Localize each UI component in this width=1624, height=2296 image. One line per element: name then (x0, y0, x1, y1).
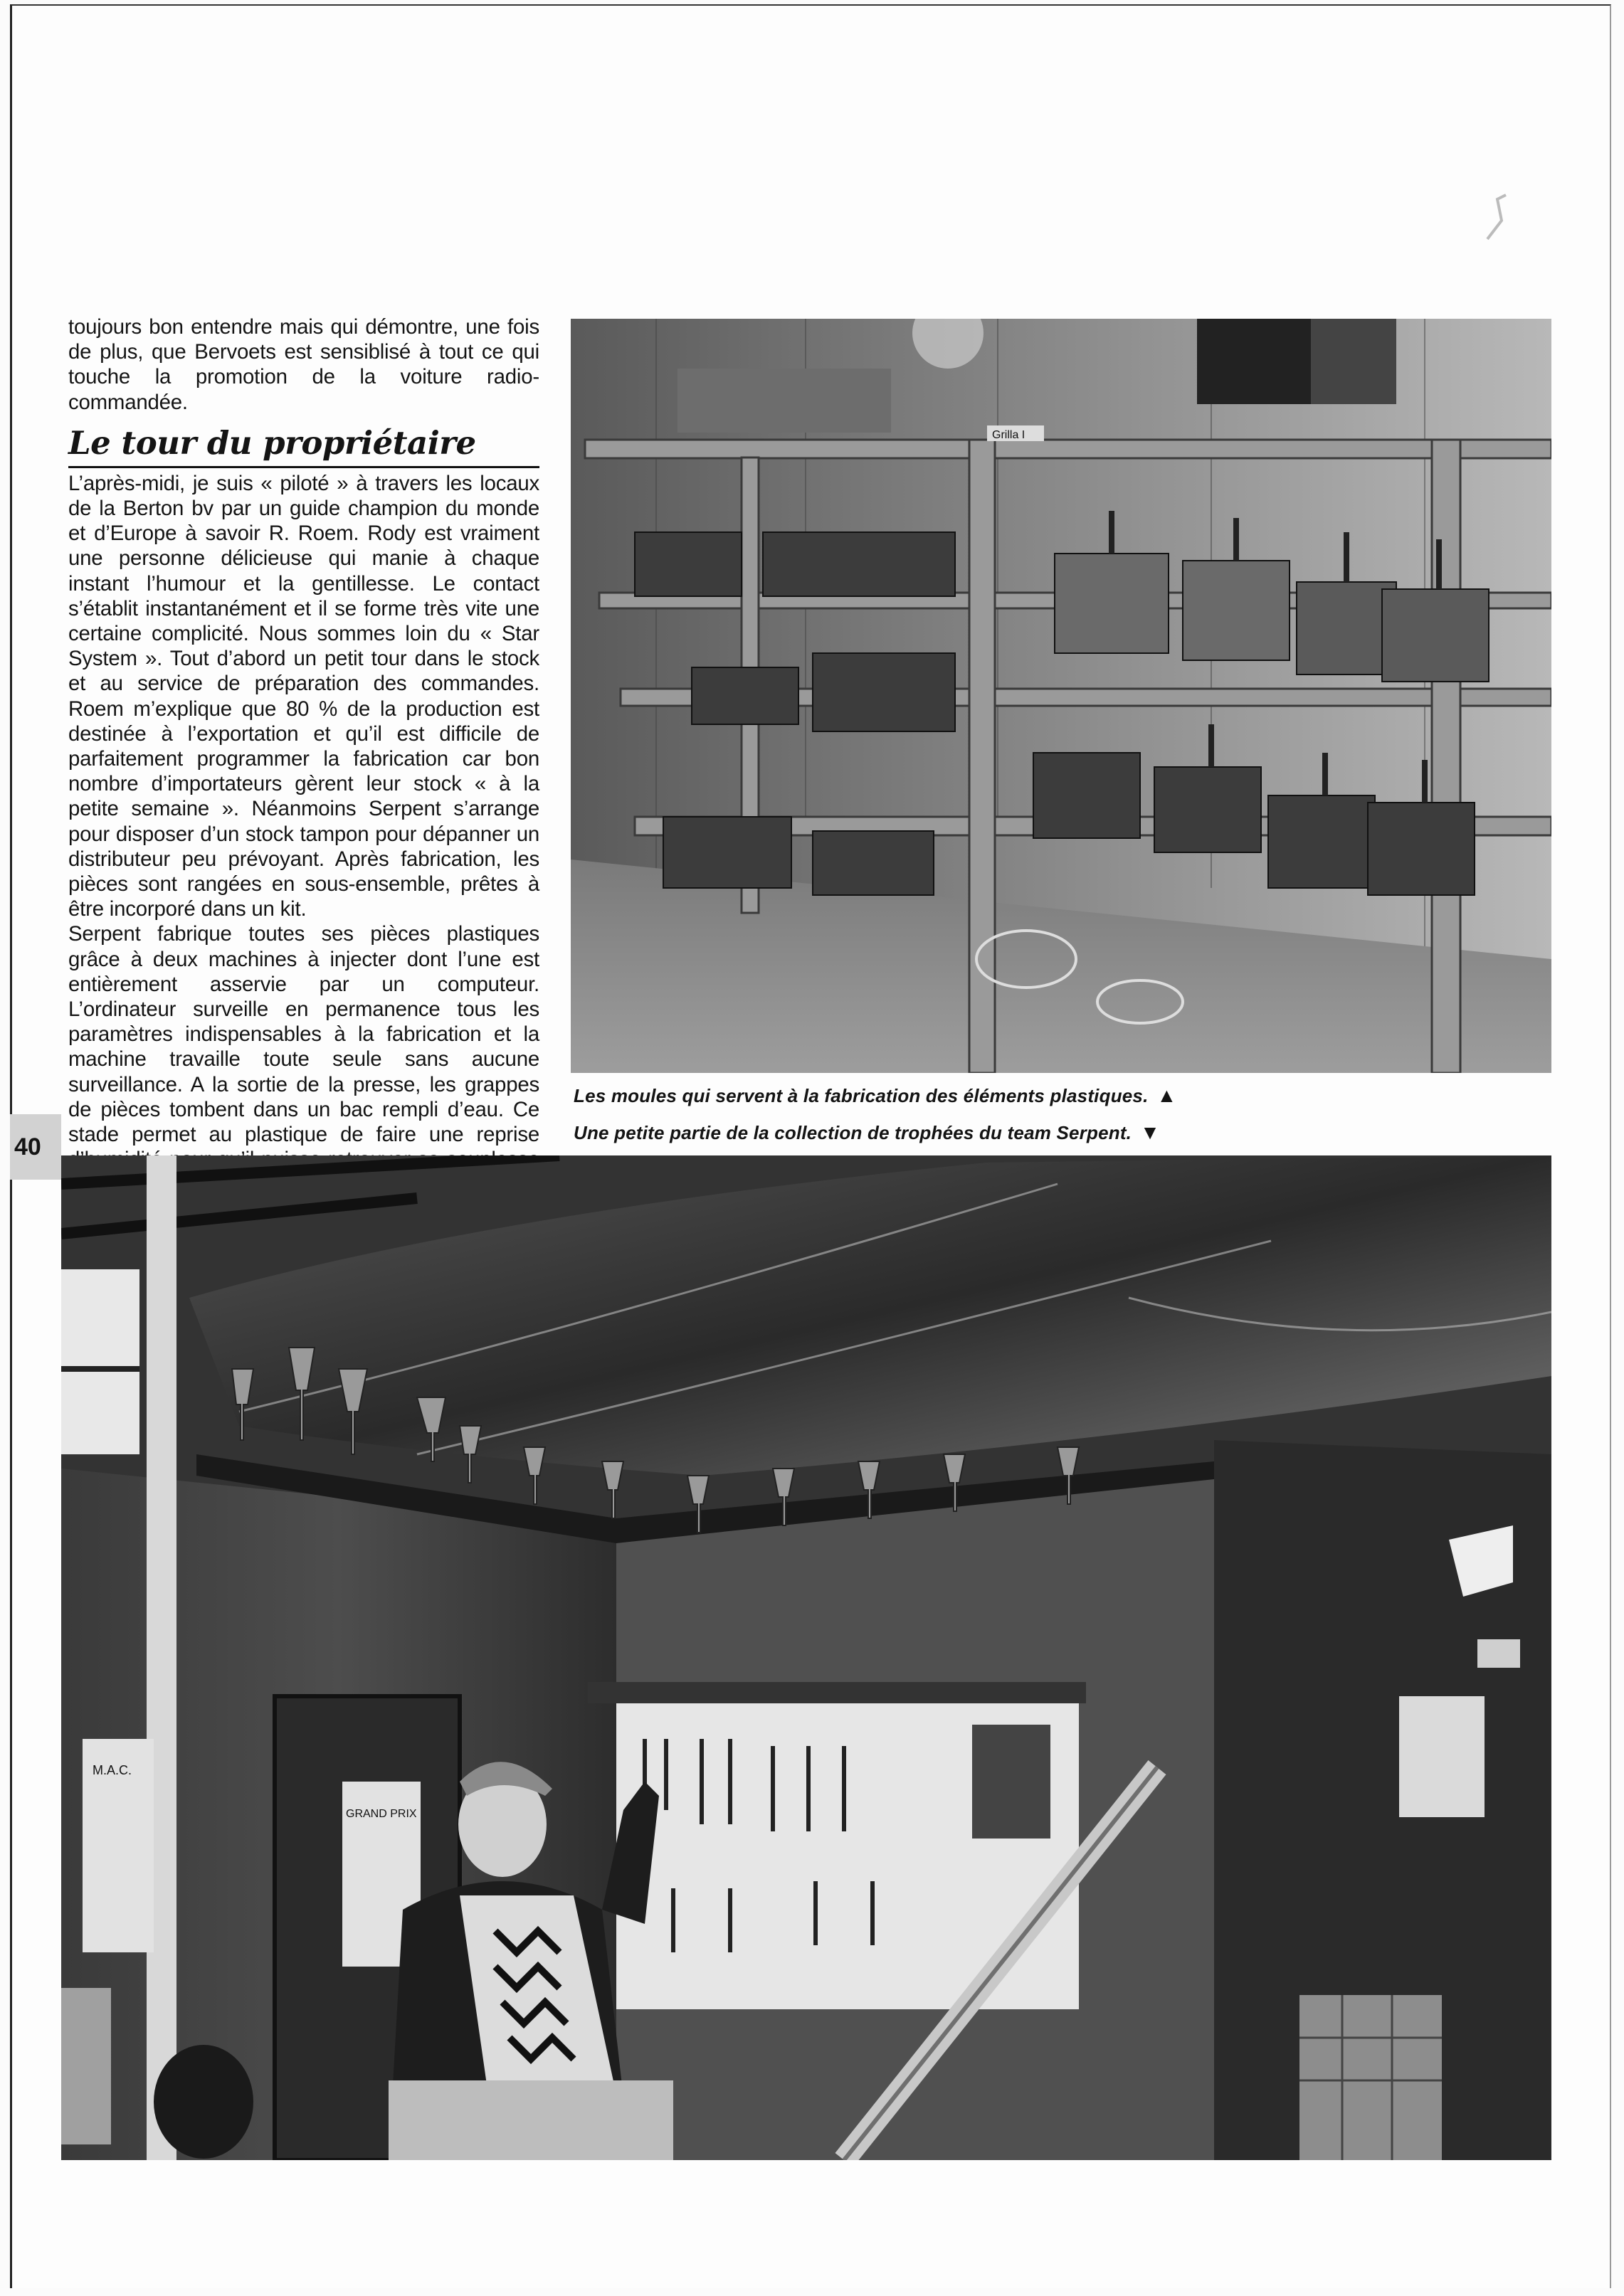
page-number-tab (10, 1114, 61, 1180)
article-column (68, 314, 539, 1222)
intro-paragraph: toujours bon entendre mais qui démontre, une fois de plus, que Bervoets est sensiblisé à tout ce qui touche la promotion de la voiture radio-commandée. (68, 315, 539, 414)
section-heading: Le tour du propriétaire (68, 425, 539, 468)
photo-trophy-workshop (61, 1155, 1551, 2160)
page-number: 40 (14, 1133, 41, 1160)
shelf-tag: Grilla I (992, 429, 1025, 441)
caption-trophies (574, 1121, 1160, 1144)
arrow-up-icon: ▲ (1156, 1084, 1177, 1106)
poster-door-text: GRAND PRIX (346, 1808, 417, 1820)
photo-molds-shelving (571, 319, 1551, 1073)
body-paragraph-2: Serpent fabrique toutes ses pièces plastiques grâce à deux machines à injecter dont l’une est entièrement asservie par un computeur. L’ordinateur surveille en permanence tous les paramètres indispensables à la fabrication et la machine travaille toute seule sans aucune surveillance. A la sortie de la presse, les grappes de pièces tombent dans un bac rempli d’eau. Ce stade permet au plastique de faire une reprise (68, 922, 539, 1147)
caption-trophies-text: Une petite partie de la collection de trophées du team Serpent. (574, 1122, 1132, 1143)
body-paragraph-1: L’après-midi, je suis « piloté » à travers les locaux de la Berton bv par un guide champion du monde et d’Europe à savoir R. Roem. Rody est vraiment une personne délicieuse qui manie à chaque instant l’humour et la gentillesse. Le contact s’établit instantanément et il se forme très vite une certaine complicité. Nous sommes loin du « Star System ». Tout d’abord un petit tour dans le stock et au service de préparation des commandes. Roem m’explique que 80 % de la production est destinée à l’exportation et qu’il est difficile de parfaitement programmer la fabrication car bon nombre d’importateurs gèrent leur stock « à la petite semaine ». Néanmoins Serpent s’arrange pour disposer d’un stock tampon pour dépanner un distributeur peu prévoyant. Après fabrication, les pièces sont rangées en sous-ensemble, prêtes à être incorporé dans un kit. (68, 471, 539, 921)
poster-left-text: M.A.C. (93, 1763, 132, 1777)
caption-molds (574, 1084, 1176, 1107)
corner-mark (1480, 192, 1509, 242)
arrow-down-icon: ▼ (1140, 1121, 1161, 1143)
caption-molds-text: Les moules qui servent à la fabrication des éléments plastiques. (574, 1085, 1149, 1106)
